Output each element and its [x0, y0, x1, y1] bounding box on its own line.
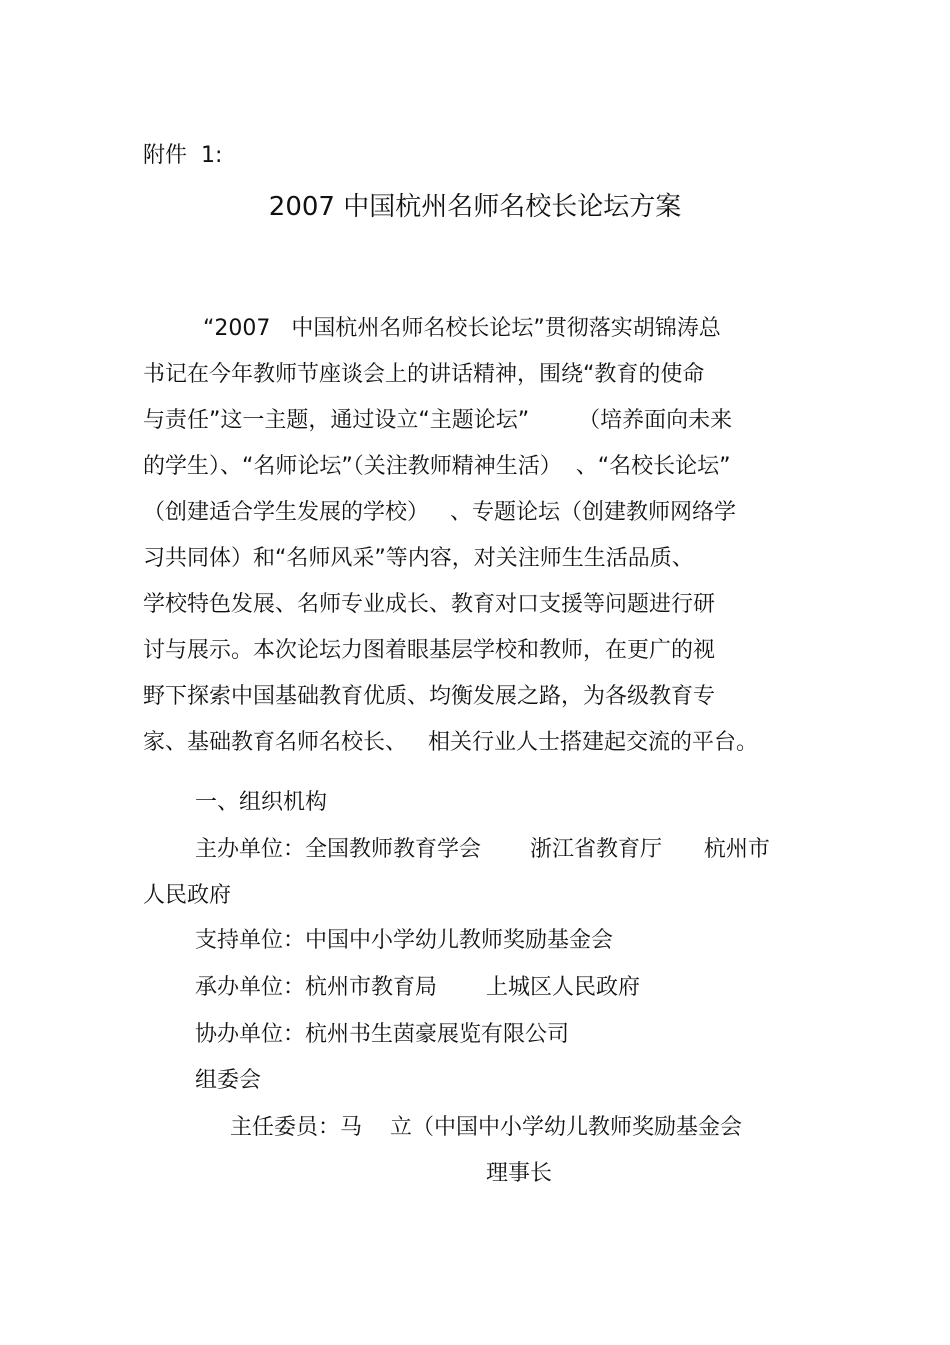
section-heading: 一、组织机构 [195, 790, 328, 815]
intro-line: 书记在今年教师节座谈会上的讲话精神，围绕“教育的使命 [143, 362, 705, 387]
intro-line: 与责任”这一主题，通过设立“主题论坛” （培养面向未来 [143, 408, 733, 433]
committee-heading: 组委会 [195, 1068, 262, 1093]
organizer-line: 主办单位：全国教师教育学会 浙江省教育厅 杭州市 [195, 837, 770, 862]
host-line: 承办单位：杭州市教育局 上城区人民政府 [195, 975, 640, 1000]
intro-line: 野下探索中国基础教育优质、均衡发展之路，为各级教育专 [143, 684, 716, 709]
attachment-label: 附件 1: [143, 143, 223, 168]
chair-line-continued: 理事长 [486, 1161, 553, 1186]
chair-line: 主任委员：马 立（中国中小学幼儿教师奖励基金会 [230, 1115, 742, 1140]
document-title: 2007 中国杭州名师名校长论坛方案 [268, 192, 682, 222]
intro-line: 家、基础教育名师名校长、 相关行业人士搭建起交流的平台。 [143, 730, 758, 755]
supporter-line: 支持单位：中国中小学幼儿教师奖励基金会 [195, 928, 614, 953]
intro-line: 习共同体）和“名师风采”等内容，对关注师生生活品质、 [143, 546, 694, 571]
intro-line: 学校特色发展、名师专业成长、教育对口支援等问题进行研 [143, 592, 716, 617]
intro-line: “2007 中国杭州名师名校长论坛”贯彻落实胡锦涛总 [203, 316, 721, 341]
intro-line: 讨与展示。本次论坛力图着眼基层学校和教师，在更广的视 [143, 638, 716, 663]
organizer-line-continued: 人民政府 [143, 883, 232, 908]
intro-line: （创建适合学生发展的学校） 、专题论坛（创建教师网络学 [143, 500, 736, 525]
intro-line: 的学生）、“名师论坛”（关注教师精神生活） 、“名校长论坛” [143, 454, 731, 479]
co-organizer-line: 协办单位：杭州书生茵豪展览有限公司 [195, 1022, 570, 1047]
